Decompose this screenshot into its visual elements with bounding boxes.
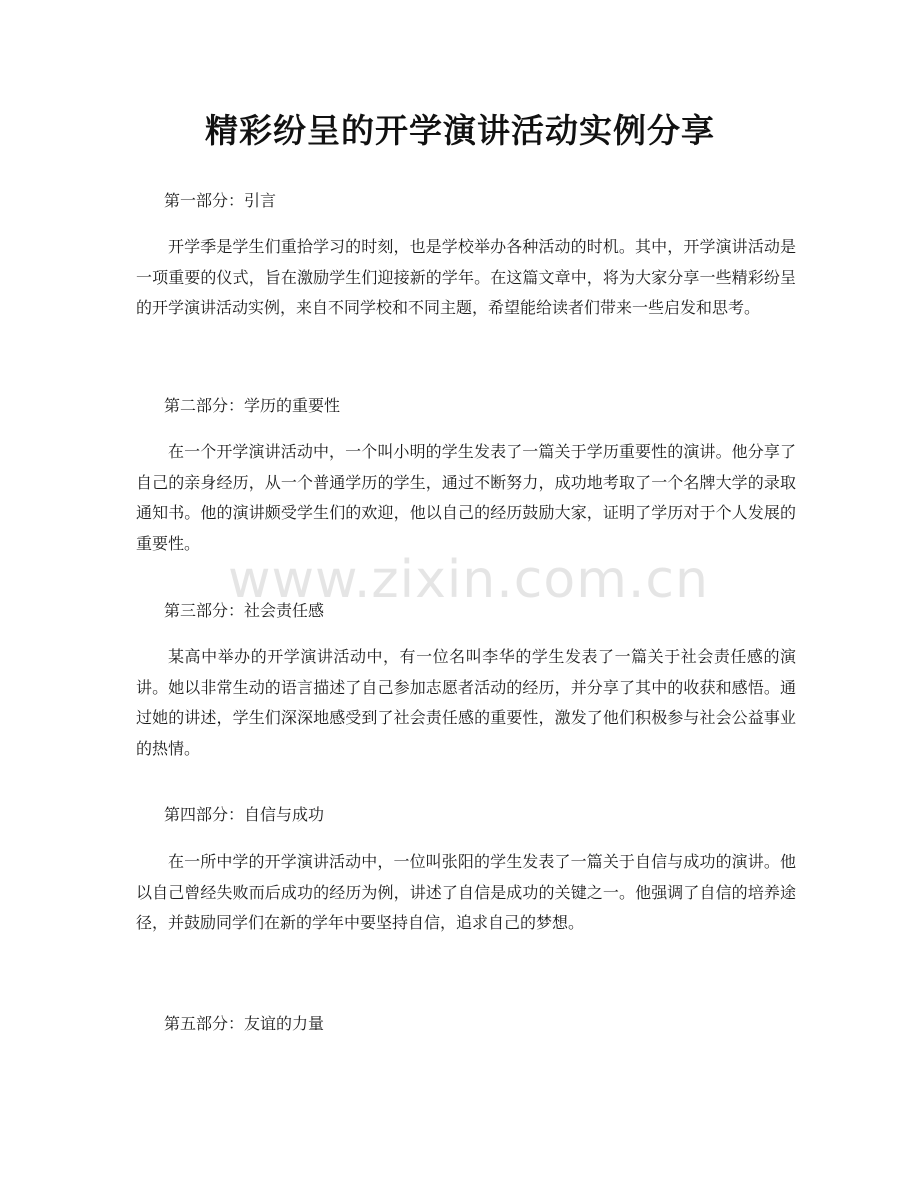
section-heading-friendship: 第五部分：友谊的力量 [164,1014,325,1033]
section-heading-education: 第二部分：学历的重要性 [164,396,341,415]
section-body-intro: 开学季是学生们重拾学习的时刻，也是学校举办各种活动的时机。其中，开学演讲活动是一项重要的仪式，旨在激励学生们迎接新的学年。在这篇文章中，将为大家分享一些精彩纷呈的开学演讲活动实例，来自不同学校和不同主题，希望能给读者们带来一些启发和思考。 [136,237,796,317]
watermark-text: www.zixin.com.cn [228,550,709,610]
section-body-education: 在一个开学演讲活动中，一个叫小明的学生发表了一篇关于学历重要性的演讲。他分享了自己的亲身经历，从一个普通学历的学生，通过不断努力，成功地考取了一个名牌大学的录取通知书。他的演讲颇受学生们的欢迎，他以自己的经历鼓励大家，证明了学历对于个人发展的重要性。 [136,442,796,553]
section-heading-intro: 第一部分：引言 [164,191,277,210]
document-title: 精彩纷呈的开学演讲活动实例分享 [205,111,715,150]
section-heading-confidence: 第四部分：自信与成功 [164,805,325,824]
section-heading-responsibility: 第三部分：社会责任感 [164,601,325,620]
section-body-responsibility: 某高中举办的开学演讲活动中，有一位名叫李华的学生发表了一篇关于社会责任感的演讲。她以非常生动的语言描述了自己参加志愿者活动的经历，并分享了其中的收获和感悟。通过她的讲述，学生们深深地感受到了社会责任感的重要性，激发了他们积极参与社会公益事业的热情。 [136,647,796,758]
section-body-confidence: 在一所中学的开学演讲活动中，一位叫张阳的学生发表了一篇关于自信与成功的演讲。他以自己曾经失败而后成功的经历为例，讲述了自信是成功的关键之一。他强调了自信的培养途径，并鼓励同学们在新的学年中要坚持自信，追求自己的梦想。 [136,852,796,932]
